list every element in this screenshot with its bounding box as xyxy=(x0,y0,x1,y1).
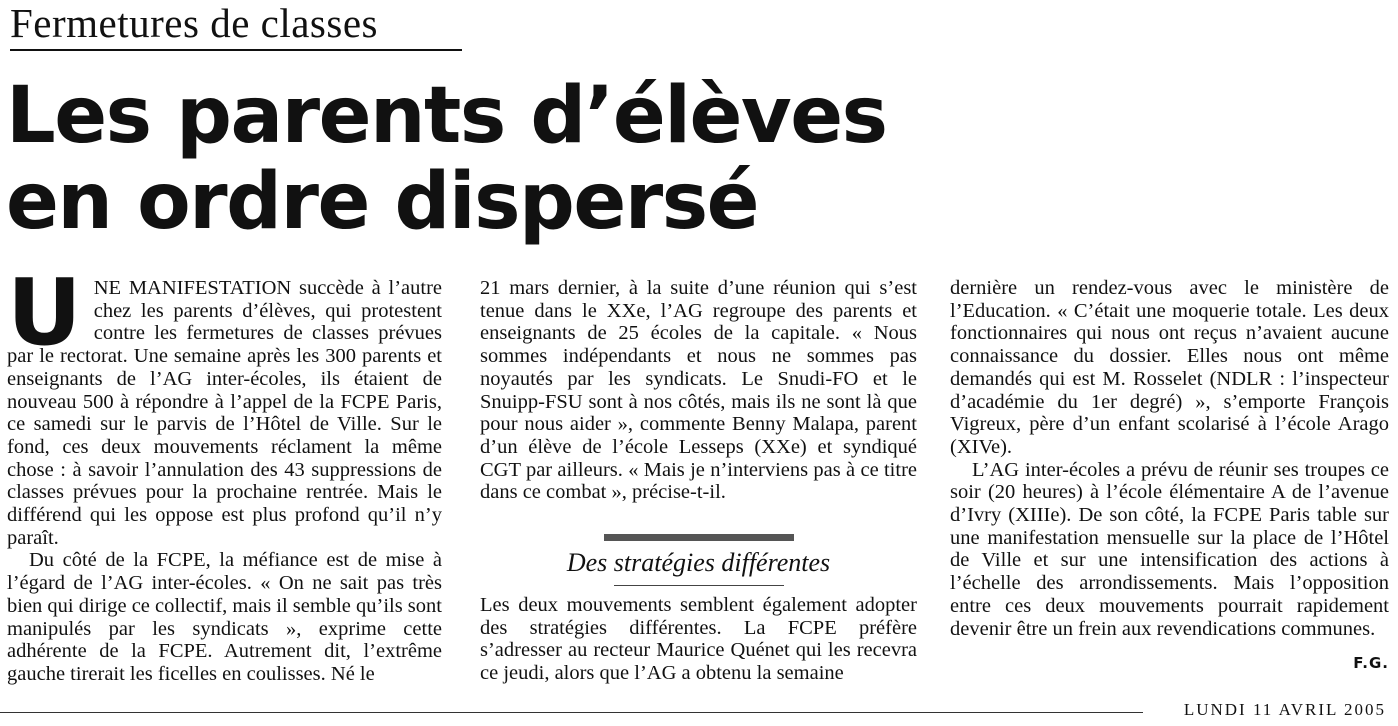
subhead-rule-top xyxy=(604,534,794,541)
body-paragraph: dernière un rendez-vous avec le ministère de l’Education. « C’était une moquerie totale. Les deux fonctionnaires qui nous ont reçus n’avaient aucune connaissance du dossier. Elles nous ont même demandés qui est M. Rosselet (NDLR : l’inspecteur d’académie du 1er degré) », s’emporte François Vigreux, père d’un enfant scolarisé à l’école Arago (XIVe). xyxy=(950,277,1389,458)
footer-rule xyxy=(0,712,1143,713)
column-2 xyxy=(480,277,917,685)
headline-line-2: en ordre dispersé xyxy=(6,157,759,247)
author-signature: F.G. xyxy=(1353,654,1389,673)
footer-date: LUNDI 11 AVRIL 2005 xyxy=(1183,700,1386,719)
section-rubric: Fermetures de classes xyxy=(10,0,378,46)
column-3 xyxy=(950,277,1389,675)
lede-text: succède à l’autre chez les parents d’élèves, qui protestent contre les fermetures de classes prévues par le rectorat. Une semaine après les 300 parents et enseignants de l’AG inter-écoles, ils étaient de nouveau 500 à répondre à l’appel de la FCPE Paris, ce samedi sur le parvis de l’Hôtel de Ville. Sur le fond, ces deux mouvements réclament la même chose : à savoir l’annulation des 43 suppressions de classes prévues pour la prochaine rentrée. Mais le différend qui les oppose est plus profond qu’il n’y paraît. xyxy=(7,277,442,549)
body-paragraph: Les deux mouvements semblent également adopter des stratégies différentes. La FCPE préfère s’adresser au recteur Maurice Quénet qui les recevra ce jeudi, alors que l’AG a obtenu la semaine xyxy=(480,594,917,685)
body-paragraph: Du côté de la FCPE, la méfiance est de mise à l’égard de l’AG inter-écoles. « On ne sait pas très bien qui dirige ce collectif, mais il semble qu’ils sont manipulés par les syndicats », exprime cette adhérente de la FCPE. Autrement dit, l’extrême gauche tirerait les ficelles en coulisses. Né le xyxy=(7,549,442,685)
subhead-rule-bottom xyxy=(614,585,784,586)
drop-cap: U xyxy=(7,259,82,366)
column-1 xyxy=(7,259,442,686)
body-paragraph: 21 mars dernier, à la suite d’une réunion qui s’est tenue dans le XXe, l’AG regroupe des parents et enseignants de 25 écoles de la capitale. « Nous sommes indépendants et nous ne sommes pas noyautés par les syndicats. Le Snudi-FO et le Snuipp-FSU sont à nos côtés, mais ils ne sont là que pour nous aider », commente Benny Malapa, parent d’un élève de l’école Lesseps (XXe) et syndiqué CGT par ailleurs. « Mais je n’interviens pas à ce titre dans ce combat », précise-t-il. xyxy=(480,277,917,504)
body-paragraph: L’AG inter-écoles a prévu de réunir ses troupes ce soir (20 heures) à l’école élémentaire A de l’avenue d’Ivry (XIIIe). De son côté, la FCPE Paris table sur une manifestation mensuelle sur la place de l’Hôtel de Ville et sur une intensification des actions à l’échelle des arrondissements. Mais l’opposition entre ces deux mouvements pourrait rapidement devenir être un frein aux revendications communes. xyxy=(950,458,1389,640)
headline-line-1: Les parents d’élèves xyxy=(6,71,887,161)
lede-caps: NE MANIFESTATION xyxy=(93,277,292,299)
subheading: Des stratégies différentes xyxy=(566,548,831,578)
headline xyxy=(6,73,887,245)
lede-paragraph xyxy=(7,259,442,549)
rubric-underline xyxy=(10,49,462,51)
